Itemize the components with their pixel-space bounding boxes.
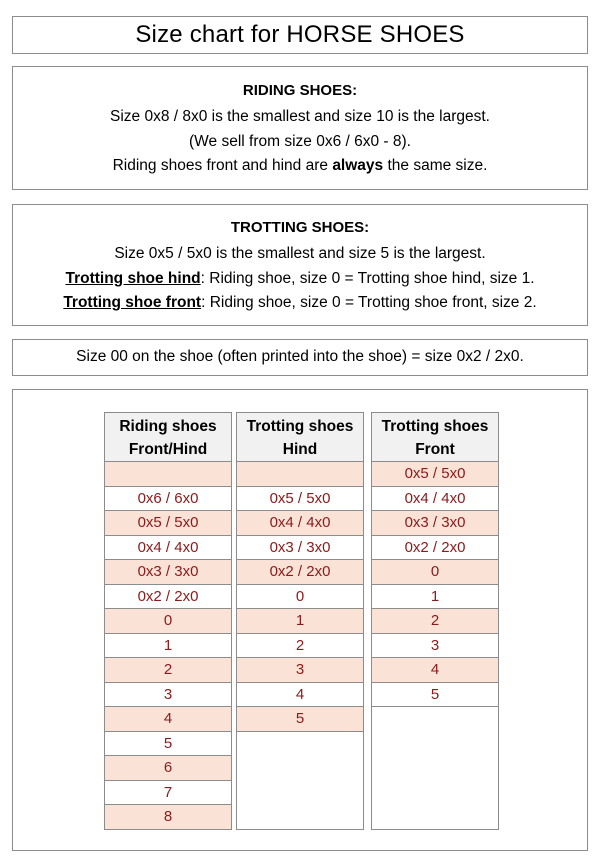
table-cell: 0 xyxy=(236,585,364,610)
trotting-hind-text: : Riding shoe, size 0 = Trotting shoe hind, size 1. xyxy=(200,269,535,287)
table-cell: 5 xyxy=(236,707,364,732)
column-header xyxy=(371,412,499,462)
trotting-hind-column xyxy=(236,412,364,830)
table-cell: 8 xyxy=(104,805,232,830)
table-cell: 2 xyxy=(104,658,232,683)
table-cell: 0x4 / 4x0 xyxy=(371,487,499,512)
table-cell: 0 xyxy=(371,560,499,585)
trotting-hind-label: Trotting shoe hind xyxy=(65,269,201,287)
table-cell: 0 xyxy=(104,609,232,634)
column-header-line-1: Riding shoes xyxy=(119,418,217,435)
size-00-info-box xyxy=(12,339,588,376)
table-cell: 2 xyxy=(236,634,364,659)
table-cell: 3 xyxy=(236,658,364,683)
column-header-line-2: Front xyxy=(415,441,455,458)
trotting-front-label: Trotting shoe front xyxy=(63,294,202,311)
table-cell: 0x2 / 2x0 xyxy=(236,560,364,585)
column-header-line-1: Trotting shoes xyxy=(246,418,354,435)
riding-line-3-post: the same size. xyxy=(383,157,488,174)
riding-line-2: (We sell from size 0x6 / 6x0 - 8). xyxy=(189,132,411,150)
table-cell: 1 xyxy=(104,634,232,659)
column-header xyxy=(236,412,364,462)
table-cell: 0x2 / 2x0 xyxy=(371,536,499,561)
size-00-info: Size 00 on the shoe (often printed into the shoe) = size 0x2 / 2x0. xyxy=(76,348,524,366)
column-header-line-1: Trotting shoes xyxy=(381,418,489,435)
size-table-box xyxy=(12,389,588,851)
table-cell: 0x4 / 4x0 xyxy=(104,536,232,561)
table-cell: 0x3 / 3x0 xyxy=(236,536,364,561)
trotting-front-text: : Riding shoe, size 0 = Trotting shoe front, size 2. xyxy=(201,294,537,311)
trotting-front-column xyxy=(371,412,499,830)
table-cell: 2 xyxy=(371,609,499,634)
table-cell: 5 xyxy=(104,732,232,757)
table-cell: 7 xyxy=(104,781,232,806)
table-cell: 0x4 / 4x0 xyxy=(236,511,364,536)
table-cell xyxy=(104,462,232,487)
table-cell: 4 xyxy=(371,658,499,683)
riding-line-3 xyxy=(13,154,587,179)
trotting-heading: TROTTING SHOES: xyxy=(230,219,370,236)
table-cell: 0x5 / 5x0 xyxy=(104,511,232,536)
empty-column-area xyxy=(236,732,364,830)
trotting-front-line xyxy=(13,291,587,316)
riding-shoes-column xyxy=(104,412,232,830)
table-cell: 4 xyxy=(236,683,364,708)
table-cell: 3 xyxy=(104,683,232,708)
table-cell: 5 xyxy=(371,683,499,708)
table-cell: 0x5 / 5x0 xyxy=(236,487,364,512)
table-cell: 3 xyxy=(371,634,499,659)
column-header-line-2: Hind xyxy=(282,441,318,458)
table-cell: 0x6 / 6x0 xyxy=(104,487,232,512)
table-cell: 4 xyxy=(104,707,232,732)
trotting-hind-line xyxy=(13,267,587,292)
column-header xyxy=(104,412,232,462)
riding-line-1: Size 0x8 / 8x0 is the smallest and size 10 is the largest. xyxy=(110,108,490,125)
trotting-shoes-box xyxy=(12,204,588,326)
table-cell: 1 xyxy=(236,609,364,634)
column-header-line-2: Front/Hind xyxy=(128,441,208,458)
riding-line-3-pre: Riding shoes front and hind are xyxy=(112,157,333,174)
riding-heading: RIDING SHOES: xyxy=(242,82,358,99)
table-cell: 0x2 / 2x0 xyxy=(104,585,232,610)
table-cell: 0x3 / 3x0 xyxy=(371,511,499,536)
table-cell: 0x5 / 5x0 xyxy=(371,462,499,487)
table-cell: 6 xyxy=(104,756,232,781)
table-cell xyxy=(236,462,364,487)
title-box xyxy=(12,16,588,54)
table-cell: 0x3 / 3x0 xyxy=(104,560,232,585)
table-cell: 1 xyxy=(371,585,499,610)
empty-column-area xyxy=(371,707,499,830)
riding-line-3-bold: always xyxy=(332,157,384,174)
trotting-line-1: Size 0x5 / 5x0 is the smallest and size 5 is the largest. xyxy=(114,245,486,262)
riding-shoes-box xyxy=(12,66,588,190)
page-title: Size chart for HORSE SHOES xyxy=(135,21,465,48)
